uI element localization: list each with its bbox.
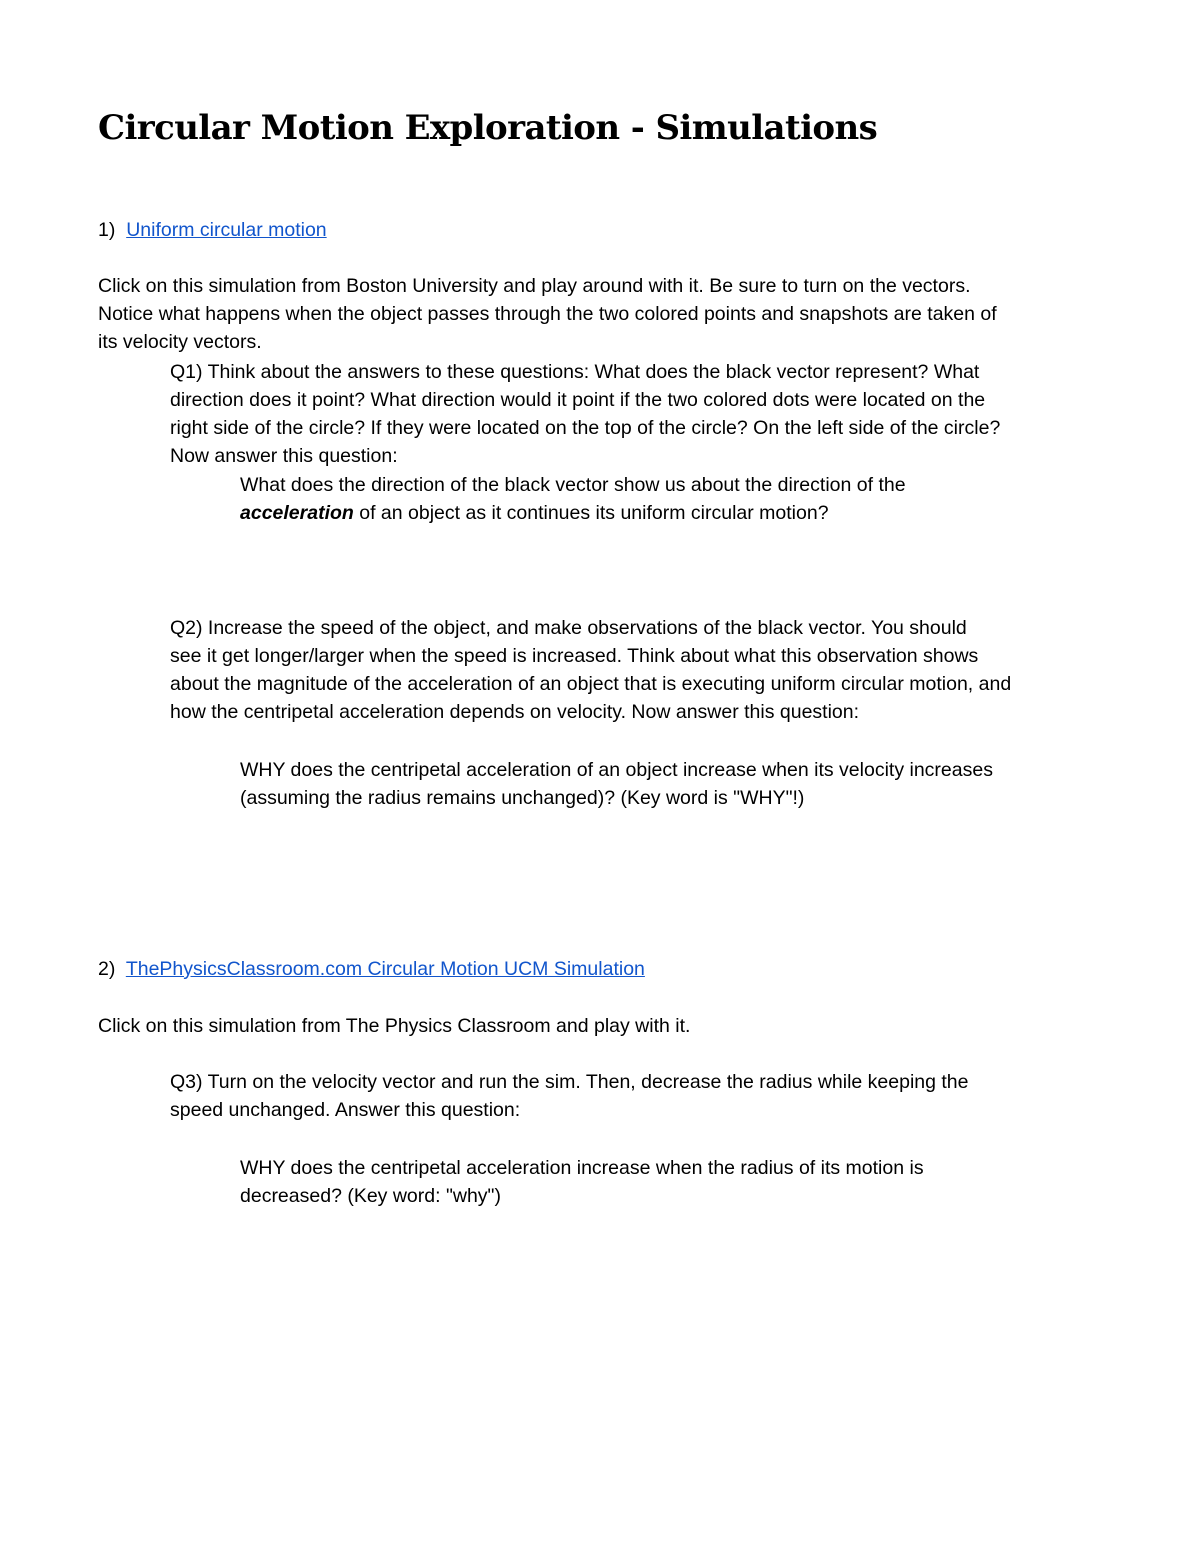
acceleration-emphasis: acceleration	[240, 502, 354, 524]
q2-question-line-2: (assuming the radius remains unchanged)? (Key word is "WHY"!)	[240, 787, 805, 809]
section1-number: 1)	[98, 219, 116, 241]
q2-question-line-1: WHY does the centripetal acceleration of an object increase when its velocity increases	[240, 759, 993, 781]
q2-line-2: see it get longer/larger when the speed is increased. Think about what this observation shows	[170, 645, 979, 667]
section1-intro-line-2: Notice what happens when the object passes through the two colored points and snapshots are taken of	[98, 303, 997, 325]
section2-heading	[98, 955, 645, 983]
q1-question-rest: of an object as it continues its uniform circular motion?	[353, 502, 829, 524]
q3-question-line-1: WHY does the centripetal acceleration increase when the radius of its motion is	[240, 1157, 924, 1179]
section2-number: 2)	[98, 958, 116, 980]
q3-line-2: speed unchanged. Answer this question:	[170, 1099, 521, 1121]
section1-heading	[98, 216, 327, 244]
page-title: Circular Motion Exploration - Simulations	[98, 108, 878, 148]
q1-line-2: direction does it point? What direction would it point if the two colored dots were located on the	[170, 389, 986, 411]
q2-line-1: Q2) Increase the speed of the object, and make observations of the black vector. You should	[170, 617, 967, 639]
q3-line-1: Q3) Turn on the velocity vector and run the sim. Then, decrease the radius while keeping the	[170, 1071, 969, 1093]
section1-intro-line-3: its velocity vectors.	[98, 331, 262, 353]
section2-intro: Click on this simulation from The Physics Classroom and play with it.	[98, 1015, 691, 1037]
section1-intro-line-1: Click on this simulation from Boston University and play around with it. Be sure to turn on the vectors.	[98, 275, 971, 297]
q1-line-4: Now answer this question:	[170, 445, 398, 467]
q2-line-4: how the centripetal acceleration depends on velocity. Now answer this question:	[170, 701, 860, 723]
q1-line-3: right side of the circle? If they were located on the top of the circle? On the left side of the circle?	[170, 417, 1001, 439]
uniform-circular-motion-link[interactable]: Uniform circular motion	[126, 219, 327, 241]
q3-question-line-2: decreased? (Key word: "why")	[240, 1185, 501, 1207]
q1-question-line-1: What does the direction of the black vector show us about the direction of the	[240, 474, 906, 496]
q1-question-line-2	[240, 499, 829, 527]
physics-classroom-simulation-link[interactable]: ThePhysicsClassroom.com Circular Motion UCM Simulation	[125, 958, 645, 980]
q2-line-3: about the magnitude of the acceleration of an object that is executing uniform circular motion, and	[170, 673, 1012, 695]
q1-line-1: Q1) Think about the answers to these questions: What does the black vector represent? What	[170, 361, 980, 383]
